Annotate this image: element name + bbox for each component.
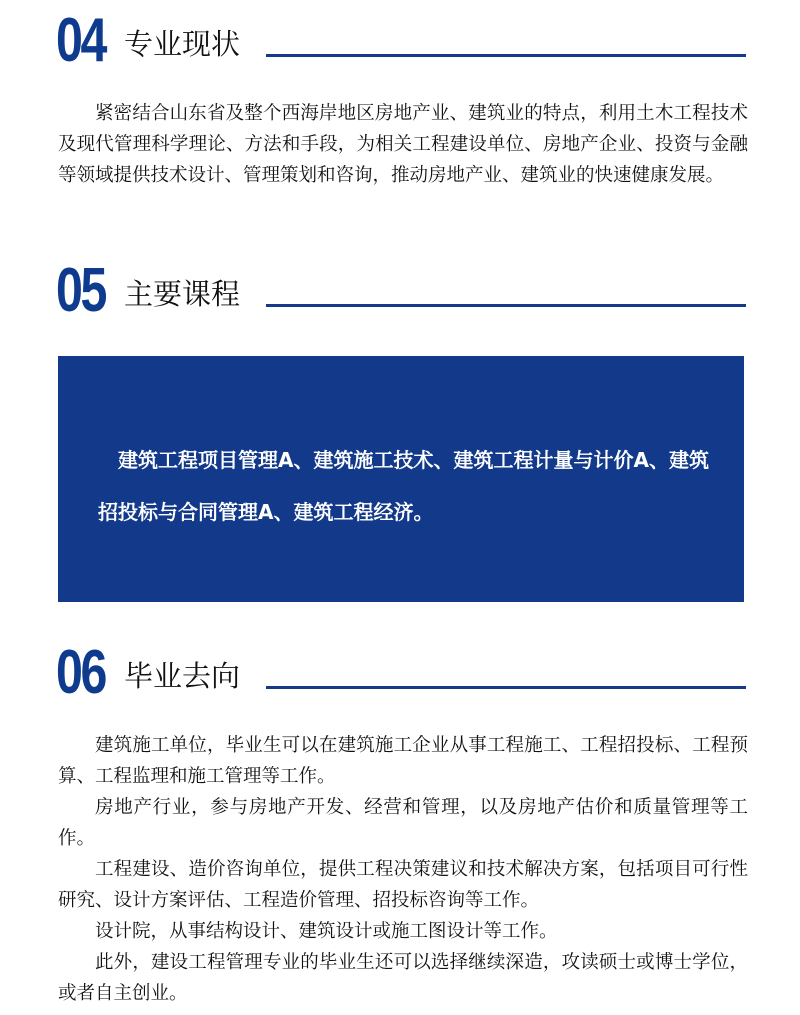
section-number: 05: [56, 256, 106, 325]
section-06-header: [56, 638, 746, 707]
section-divider: [266, 304, 746, 307]
paragraph: 设计院，从事结构设计、建筑设计或施工图设计等工作。: [95, 921, 558, 942]
paragraph: 建筑施工单位，毕业生可以在建筑施工企业从事工程施工、工程招投标、工程预算、工程监理和施工管理等工作。: [58, 735, 748, 787]
section-04-header: [56, 6, 746, 75]
courses-box: [58, 356, 744, 602]
section-number: 04: [56, 6, 106, 75]
section-divider: [266, 686, 746, 689]
section-title: 专业现状: [124, 27, 241, 61]
section-06-body: [58, 730, 748, 1009]
courses-text: 建筑工程项目管理A、建筑施工技术、建筑工程计量与计价A、建筑招投标与合同管理A、建筑工程经济。: [98, 448, 709, 524]
paragraph: 房地产行业，参与房地产开发、经营和管理，以及房地产估价和质量管理等工作。: [58, 797, 748, 849]
paragraph: 工程建设、造价咨询单位，提供工程决策建议和技术解决方案，包括项目可行性研究、设计方案评估、工程造价管理、招投标咨询等工作。: [58, 859, 748, 911]
paragraph: 此外，建设工程管理专业的毕业生还可以选择继续深造，攻读硕士或博士学位，或者自主创业。: [58, 952, 748, 1004]
section-title: 主要课程: [124, 277, 241, 311]
section-04-body: [58, 98, 748, 191]
section-title: 毕业去向: [124, 659, 241, 693]
section-number: 06: [56, 638, 106, 707]
section-05-header: [56, 256, 746, 325]
section-divider: [266, 54, 746, 57]
paragraph: 紧密结合山东省及整个西海岸地区房地产业、建筑业的特点，利用土木工程技术及现代管理科学理论、方法和手段，为相关工程建设单位、房地产企业、投资与金融等领域提供技术设计、管理策划和咨询，推动房地产业、建筑业的快速健康发展。: [58, 103, 748, 186]
